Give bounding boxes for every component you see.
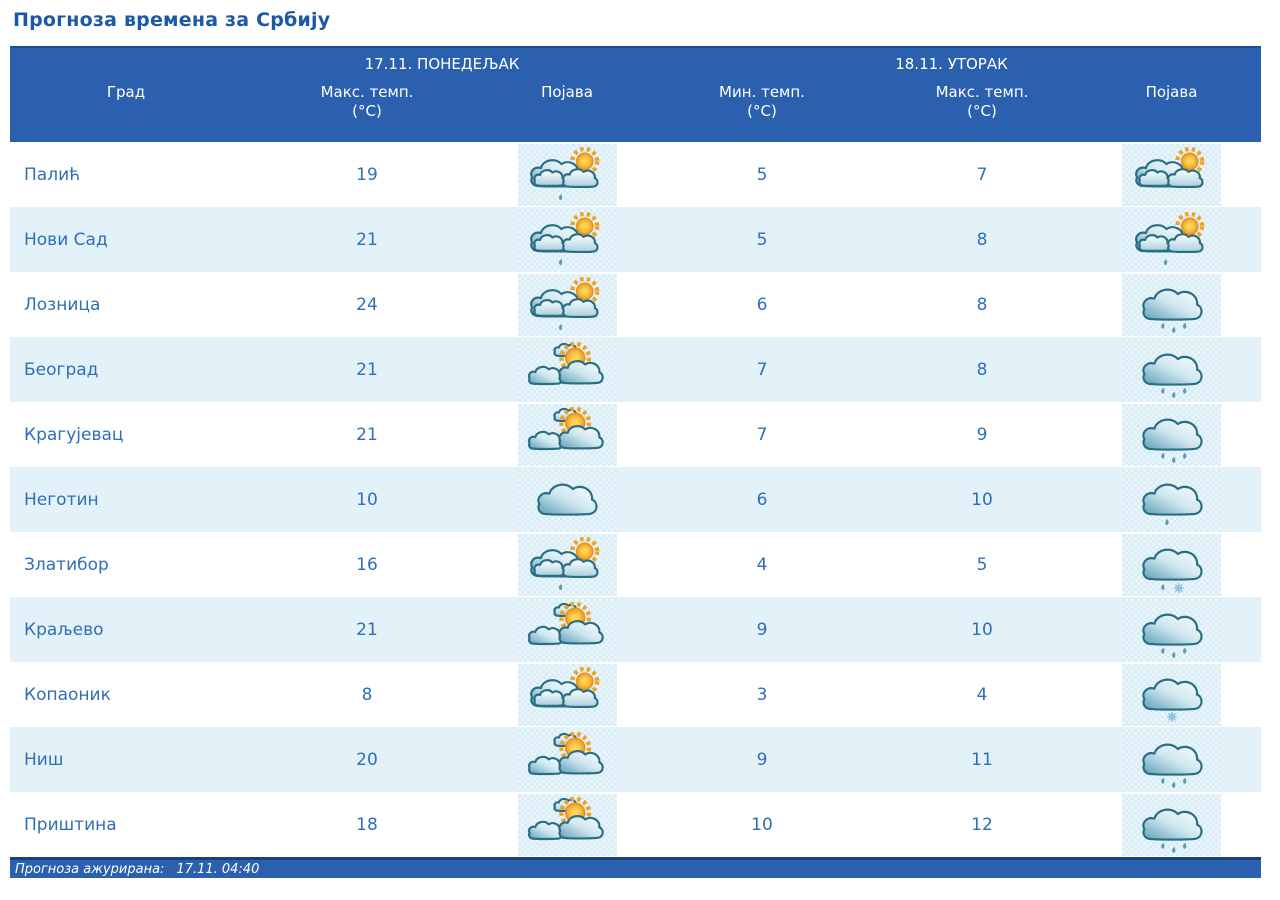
day2-max-temp: 9	[976, 424, 988, 445]
day2-weather-cell	[1082, 272, 1261, 337]
day2-max-temp: 12	[971, 814, 993, 835]
snow-icon	[1122, 664, 1221, 726]
day1-weather-cell	[492, 467, 642, 532]
update-bar	[10, 857, 1261, 878]
rain-icon	[1122, 599, 1221, 661]
sun-clouds-icon	[518, 339, 617, 401]
day2-max-temp: 7	[976, 164, 988, 185]
partly-cloudy-drizzle-icon	[518, 274, 617, 336]
day1-max-temp: 8	[361, 684, 373, 705]
column-header-row	[10, 74, 1261, 142]
day2-max-temp: 4	[976, 684, 988, 705]
column-header-city: Град	[10, 74, 242, 142]
day1-max-temp: 21	[356, 229, 378, 250]
date-header-spacer	[10, 47, 242, 74]
forecast-row	[10, 337, 1261, 402]
day1-weather-cell	[492, 532, 642, 597]
day1-weather-cell	[492, 727, 642, 792]
partly-cloudy-drizzle-icon	[518, 209, 617, 271]
drizzle-icon	[1122, 469, 1221, 531]
forecast-row	[10, 467, 1261, 532]
day1-max-temp: 21	[356, 619, 378, 640]
rain-snow-icon	[1122, 534, 1221, 596]
sun-clouds-icon	[518, 404, 617, 466]
day2-max-temp: 5	[976, 554, 988, 575]
day2-weather-cell	[1082, 662, 1261, 727]
column-header-day2-max-label: Макс. темп.	[935, 83, 1029, 101]
update-label: Прогноза ажурирана:	[15, 862, 165, 877]
day2-min-temp: 3	[756, 684, 768, 705]
city-name: Крагујевац	[24, 424, 124, 445]
day2-min-temp: 7	[756, 359, 768, 380]
day2-min-temp: 6	[756, 489, 768, 510]
rain-icon	[1122, 729, 1221, 791]
forecast-rows	[10, 142, 1261, 857]
day2-weather-cell	[1082, 597, 1261, 662]
day2-max-temp: 8	[976, 359, 988, 380]
forecast-row	[10, 727, 1261, 792]
column-header-day2-max	[882, 74, 1082, 142]
day2-max-temp: 10	[971, 619, 993, 640]
day1-max-temp: 20	[356, 749, 378, 770]
day1-weather-cell	[492, 792, 642, 857]
column-header-day2-min-unit: (°C)	[747, 102, 777, 120]
column-header-day1-max-unit: (°C)	[352, 102, 382, 120]
day1-weather-cell	[492, 337, 642, 402]
city-name: Лозница	[24, 294, 101, 315]
rain-icon	[1122, 404, 1221, 466]
forecast-row	[10, 207, 1261, 272]
day2-max-temp: 8	[976, 229, 988, 250]
column-header-day2-min-label: Мин. темп.	[719, 83, 805, 101]
city-name: Неготин	[24, 489, 99, 510]
city-name: Нови Сад	[24, 229, 108, 250]
day1-max-temp: 24	[356, 294, 378, 315]
city-name: Београд	[24, 359, 99, 380]
day1-max-temp: 21	[356, 424, 378, 445]
day2-min-temp: 6	[756, 294, 768, 315]
page-title: Прогноза времена за Србију	[13, 9, 331, 31]
day2-weather-cell	[1082, 337, 1261, 402]
city-name: Палић	[24, 164, 81, 185]
city-name: Ниш	[24, 749, 64, 770]
forecast-row	[10, 597, 1261, 662]
day2-min-temp: 10	[751, 814, 773, 835]
partly-cloudy-icon	[1122, 144, 1221, 206]
day2-min-temp: 5	[756, 229, 768, 250]
city-name: Приштина	[24, 814, 117, 835]
day1-weather-cell	[492, 142, 642, 207]
city-name: Краљево	[24, 619, 104, 640]
day1-weather-cell	[492, 207, 642, 272]
day2-date-header: 18.11. УТОРАК	[642, 47, 1261, 74]
forecast-row	[10, 792, 1261, 857]
forecast-row	[10, 402, 1261, 467]
day2-weather-cell	[1082, 142, 1261, 207]
day2-weather-cell	[1082, 402, 1261, 467]
day2-weather-cell	[1082, 532, 1261, 597]
forecast-row	[10, 662, 1261, 727]
column-header-day1-max	[242, 74, 492, 142]
day1-weather-cell	[492, 402, 642, 467]
day2-weather-cell	[1082, 207, 1261, 272]
forecast-row	[10, 142, 1261, 207]
day1-max-temp: 10	[356, 489, 378, 510]
forecast-row	[10, 272, 1261, 337]
sun-clouds-icon	[518, 599, 617, 661]
sun-clouds-icon	[518, 794, 617, 856]
partly-cloudy-drizzle-icon	[518, 534, 617, 596]
day2-weather-cell	[1082, 467, 1261, 532]
day1-max-temp: 19	[356, 164, 378, 185]
rain-icon	[1122, 794, 1221, 856]
rain-icon	[1122, 274, 1221, 336]
column-header-day2-max-unit: (°C)	[967, 102, 997, 120]
column-header-day2-min	[642, 74, 882, 142]
day2-max-temp: 8	[976, 294, 988, 315]
partly-cloudy-drizzle-icon	[1122, 209, 1221, 271]
day2-max-temp: 10	[971, 489, 993, 510]
day1-date-header: 17.11. ПОНЕДЕЉАК	[242, 47, 642, 74]
day2-min-temp: 4	[756, 554, 768, 575]
city-name: Златибор	[24, 554, 109, 575]
day1-weather-cell	[492, 662, 642, 727]
day1-weather-cell	[492, 597, 642, 662]
cloudy-icon	[518, 469, 617, 531]
day1-max-temp: 18	[356, 814, 378, 835]
update-time: 17.11. 04:40	[176, 862, 260, 877]
day2-max-temp: 11	[971, 749, 993, 770]
column-header-day1-appearance: Појава	[492, 74, 642, 142]
partly-cloudy-icon	[518, 664, 617, 726]
forecast-table	[10, 46, 1261, 857]
city-name: Копаоник	[24, 684, 111, 705]
day2-min-temp: 9	[756, 619, 768, 640]
column-header-day2-appearance: Појава	[1082, 74, 1261, 142]
column-header-day1-max-label: Макс. темп.	[320, 83, 414, 101]
forecast-table-wrap	[10, 46, 1261, 857]
day1-max-temp: 21	[356, 359, 378, 380]
date-header-row	[10, 47, 1261, 74]
rain-icon	[1122, 339, 1221, 401]
day2-min-temp: 7	[756, 424, 768, 445]
day2-min-temp: 9	[756, 749, 768, 770]
sun-clouds-icon	[518, 729, 617, 791]
partly-cloudy-drizzle-icon	[518, 144, 617, 206]
day1-max-temp: 16	[356, 554, 378, 575]
forecast-row	[10, 532, 1261, 597]
day2-min-temp: 5	[756, 164, 768, 185]
day2-weather-cell	[1082, 727, 1261, 792]
day2-weather-cell	[1082, 792, 1261, 857]
day1-weather-cell	[492, 272, 642, 337]
